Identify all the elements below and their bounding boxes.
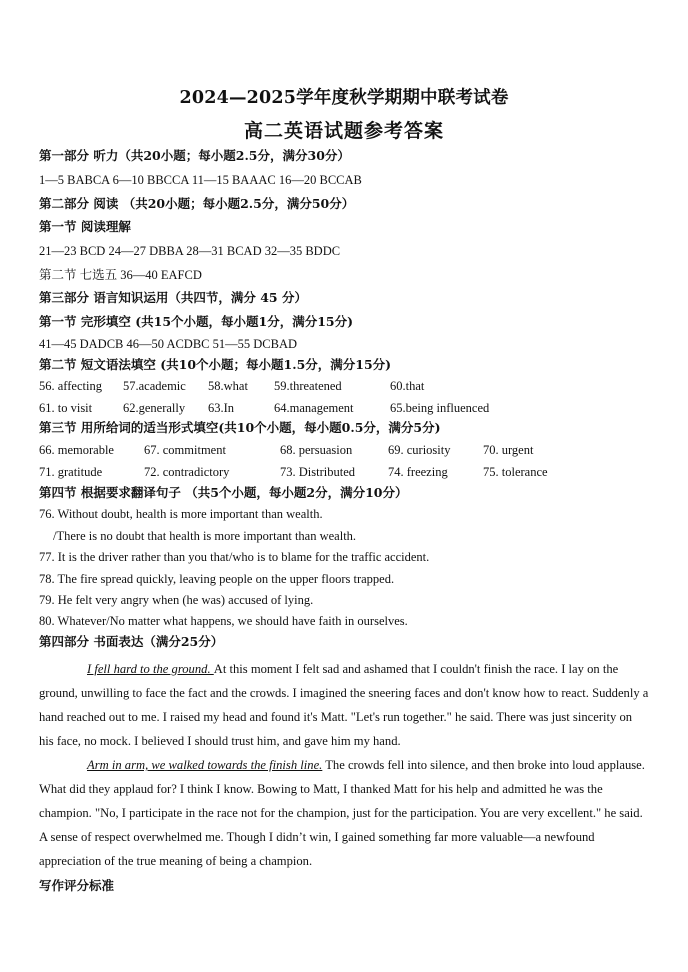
answer-item: 69. curiosity	[388, 443, 451, 457]
answer-item: 67. commitment	[144, 443, 226, 457]
part2-sec1-heading: 第一节 阅读理解	[39, 219, 131, 234]
answer-item: 62.generally	[123, 401, 186, 415]
essay-paragraph-1	[39, 657, 649, 753]
answer-item: 61. to visit	[39, 401, 93, 415]
answer-item: 68. persuasion	[280, 443, 353, 457]
answer-item: 58.what	[208, 379, 248, 393]
answer-item: 70. urgent	[483, 443, 534, 457]
answer-item: 60.that	[390, 379, 425, 393]
essay-para2-body: The crowds fell into silence, and then broke into loud applause. What did they applaud for? I think I know. Bowing to Matt, I thanked Matt for his help and admitted he was the champion. "No, I participate in the race not for the champion, just for the participation. You are very excellent." he said. A sense of respect overwhelmed me. Though I didn’t win, I gained something far more valuable—a newfound appreciation of the true meaning of being a champion.	[39, 758, 645, 868]
part1-heading: 第一部分 听力（共20小题；每小题2.5分，满分30分）	[39, 148, 350, 163]
part2-heading: 第二部分 阅读 （共20小题；每小题2.5分，满分50分）	[39, 196, 355, 211]
part2-sec2-line: 第二节 七选五 36—40 EAFCD	[39, 268, 202, 282]
part1-answers: 1—5 BABCA 6—10 BBCCA 11—15 BAAAC 16—20 BCCAB	[39, 173, 362, 187]
answer-item: 75. tolerance	[483, 465, 548, 479]
translation-line: 80. Whatever/No matter what happens, we should have faith in ourselves.	[39, 614, 408, 628]
translation-line: /There is no doubt that health is more important than wealth.	[53, 529, 357, 543]
part3-sec1-heading: 第一节 完形填空 (共15个小题，每小题1分，满分15分)	[39, 314, 354, 329]
answer-item: 59.threatened	[274, 379, 342, 393]
page-subtitle: 高二英语试题参考答案	[243, 120, 444, 142]
answer-item: 65.being influenced	[390, 401, 490, 415]
part3-sec3-heading: 第三节 用所给词的适当形式填空(共10个小题，每小题0.5分，满分5分)	[39, 420, 441, 435]
essay-para1-lead: I fell hard to the ground.	[87, 662, 214, 676]
translation-line: 78. The fire spread quickly, leaving people on the upper floors trapped.	[39, 572, 395, 586]
essay-para2-lead: Arm in arm, we walked towards the finish line.	[87, 758, 323, 772]
essay-paragraph-2	[39, 753, 649, 873]
answer-item: 64.management	[274, 401, 354, 415]
translation-line: 76. Without doubt, health is more important than wealth.	[39, 507, 323, 521]
part3-sec1-answers: 41—45 DADCB 46—50 ACDBC 51—55 DCBAD	[39, 337, 298, 351]
answer-item: 66. memorable	[39, 443, 114, 457]
answer-item: 57.academic	[123, 379, 186, 393]
part3-sec2-heading: 第二节 短文语法填空 (共10个小题；每小题1.5分，满分15分)	[39, 357, 392, 372]
part3-heading: 第三部分 语言知识运用（共四节，满分 45 分）	[39, 290, 307, 305]
answer-item: 63.In	[208, 401, 235, 415]
part2-sec1-answers: 21—23 BCD 24—27 DBBA 28—31 BCAD 32—35 BDDC	[39, 244, 341, 258]
scoring-heading: 写作评分标准	[39, 878, 115, 893]
page-title: 2024—2025学年度秋学期期中联考试卷	[179, 88, 509, 108]
essay-para1-body: At this moment I felt sad and ashamed that I couldn't finish the race. I lay on the ground, unwilling to face the fact and the crowds. I imagined the sneering faces and don't know how to react. Suddenly a hand reached out to me. I raised my head and found it's Matt. "Let's run together." he said. There was just sincerity on his face, no mock. I believed I should trust him, and gave him my hand.	[39, 662, 649, 748]
translation-line: 79. He felt very angry when (he was) accused of lying.	[39, 593, 314, 607]
answer-item: 72. contradictory	[144, 465, 230, 479]
part3-sec4-heading: 第四节 根据要求翻译句子 （共5个小题，每小题2分，满分10分）	[39, 485, 408, 500]
translation-line: 77. It is the driver rather than you that/who is to blame for the traffic accident.	[39, 550, 430, 564]
answer-item: 73. Distributed	[280, 465, 355, 479]
answer-item: 74. freezing	[388, 465, 448, 479]
part4-heading: 第四部分 书面表达（满分25分）	[39, 634, 224, 649]
answer-item: 71. gratitude	[39, 465, 103, 479]
answer-item: 56. affecting	[39, 379, 102, 393]
